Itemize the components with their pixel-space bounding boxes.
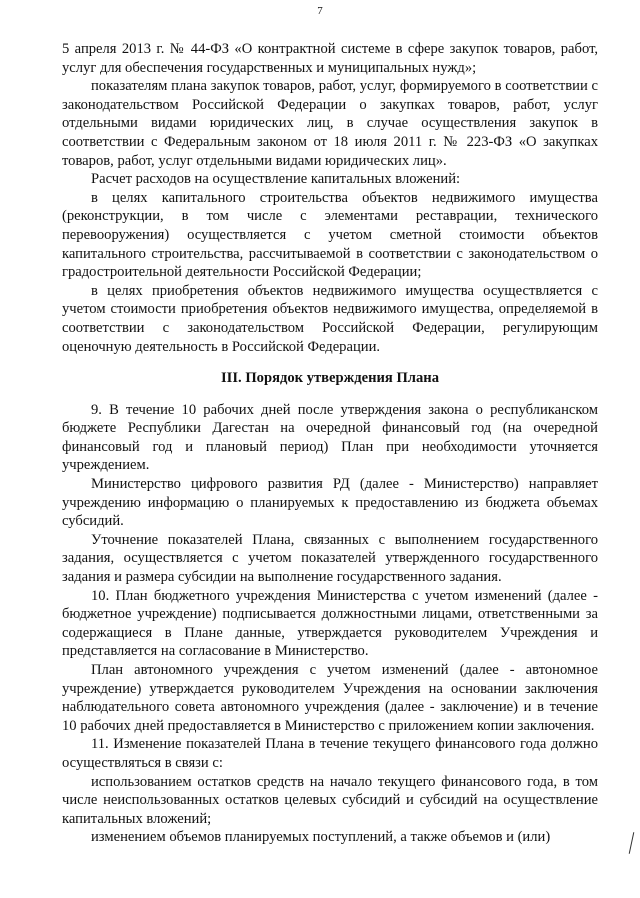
paragraph: Уточнение показателей Плана, связанных с выполнением государственного задания, осуществляется с учетом показателей утвержденного государственного задания и размера субсидии на выполнение государственного задания. bbox=[62, 531, 598, 586]
scan-artifact bbox=[629, 832, 635, 854]
paragraph: Министерство цифрового развития РД (далее - Министерство) направляет учреждению информацию о планируемых к предоставлению из бюджета объемах субсидий. bbox=[62, 476, 598, 530]
paragraph: изменением объемов планируемых поступлений, а также объемов и (или) bbox=[91, 829, 551, 846]
paragraph: 11. Изменение показателей Плана в течение текущего финансового года должно осуществляться в связи с: bbox=[62, 736, 598, 771]
paragraph: показателям плана закупок товаров, работ, услуг, формируемого в соответствии с законодательством Российской Федерации о закупках товаров, работ, услуг отдельными видами юридических лиц, в случае осуществления закупок в соответствии с Федеральным законом от 18 июля 2011 г. № 223-ФЗ «О закупках товаров, работ, услуг отдельными видами юридических лиц». bbox=[62, 78, 598, 169]
paragraph: 10. План бюджетного учреждения Министерства с учетом изменений (далее - бюджетное учреждение) подписывается должностными лицами, ответственными за содержащиеся в Плане данные, утверждается руководителем Учреждения и представляется на согласование в Министерство. bbox=[62, 587, 598, 660]
paragraph: Расчет расходов на осуществление капитальных вложений: bbox=[91, 171, 461, 188]
paragraph: 9. В течение 10 рабочих дней после утверждения закона о республиканском бюджете Республики Дагестан на очередной финансовый год (на очередной финансовый год и плановый период) План при необходимости уточняется учреждением. bbox=[62, 401, 598, 474]
paragraph: План автономного учреждения с учетом изменений (далее - автономное учреждение) утверждается руководителем Учреждения на основании заключения наблюдательного совета автономного учреждения (далее - заключение) и в течение 10 рабочих дней предоставляется в Министерство с приложением копии заключения. bbox=[62, 662, 598, 734]
paragraph: в целях приобретения объектов недвижимого имущества осуществляется с учетом стоимости приобретения объектов недвижимого имущества, определяемой в соответствии с законодательством Российской Федерации, регулирующим оценочную деятельность в Российской Федерации. bbox=[62, 282, 598, 355]
section-heading: III. Порядок утверждения Плана bbox=[220, 370, 439, 387]
paragraph: 5 апреля 2013 г. № 44-ФЗ «О контрактной системе в сфере закупок товаров, работ, услуг для обеспечения государственных и муниципальных нужд»; bbox=[62, 41, 598, 76]
page-number: 7 bbox=[317, 5, 323, 17]
paragraph: в целях капитального строительства объектов недвижимого имущества (реконструкции, в том числе с элементами реставрации, технического перевооружения) осуществляется с учетом сметной стоимости объектов капитального строительства, рассчитываемой в соответствии с законодательством о градостроительной деятельности Российской Федерации; bbox=[62, 189, 598, 281]
paragraph: использованием остатков средств на начало текущего финансового года, в том числе неиспользованных остатков целевых субсидий и субсидий на осуществление капитальных вложений; bbox=[62, 773, 598, 827]
document-body bbox=[62, 40, 598, 847]
